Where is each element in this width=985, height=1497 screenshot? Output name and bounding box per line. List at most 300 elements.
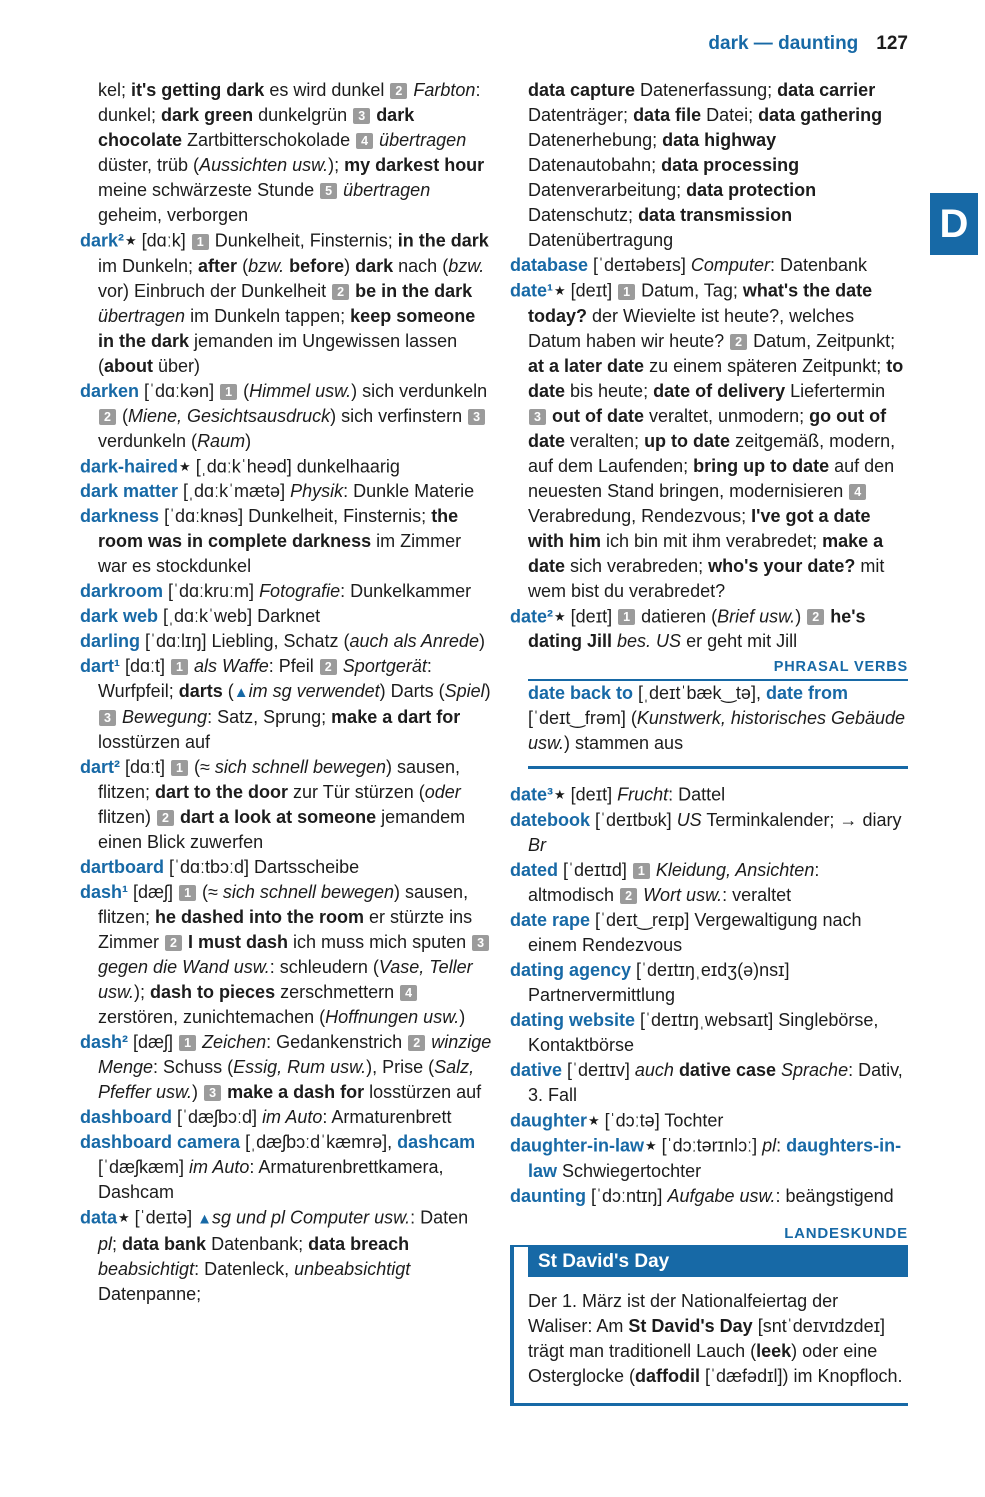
dictionary-entry: [80, 454, 492, 480]
headword: date back to: [528, 683, 634, 703]
text: : veraltet: [722, 884, 792, 905]
thumb-index-tab-d: D: [930, 193, 978, 255]
bold-phrase: bring up to date: [693, 455, 830, 476]
text: ) sich verdunkeln: [351, 380, 488, 401]
sense-number-badge: 2: [165, 935, 182, 951]
headword: dash¹: [80, 882, 129, 902]
text: [dæʃ]: [128, 882, 179, 902]
sense-number-badge: 1: [618, 284, 635, 300]
text: Datenträger;: [528, 105, 634, 125]
dictionary-entry: [528, 681, 908, 756]
sense-number-badge: 5: [320, 183, 337, 199]
dictionary-entry: [80, 379, 492, 454]
dictionary-entry: [510, 782, 908, 808]
text: Datenbank;: [206, 1233, 309, 1254]
sense-number-badge: 2: [620, 888, 637, 904]
headword: date²: [510, 606, 554, 626]
usage-label: US: [676, 809, 702, 830]
sense-number-badge: 3: [472, 935, 489, 951]
headword: dating website: [510, 1009, 636, 1030]
bold-phrase: he dashed into the room: [155, 907, 365, 927]
text: ): [484, 681, 491, 701]
usage-label: Physik: [290, 481, 344, 501]
usage-label: Farbton: [413, 80, 476, 100]
text: [ˈdɔːntɪŋ]: [585, 1185, 668, 1206]
headword: dashboard camera: [80, 1132, 241, 1152]
text: ) oder eine Osterglocke (: [528, 1340, 878, 1386]
text: flitzen): [98, 807, 157, 827]
text: mit wem bist du verabredet?: [528, 555, 885, 601]
bold-phrase: be in the dark: [355, 280, 473, 301]
usage-label: im Auto: [189, 1157, 250, 1177]
text: );: [328, 155, 345, 175]
phrasal-verbs-label: PHRASAL VERBS: [528, 657, 908, 681]
headword: daughters-in-law: [528, 1135, 902, 1181]
right-column: [510, 78, 908, 1406]
text: [ˈdeɪt‿frəm] (: [528, 708, 637, 728]
sense-number-badge: 2: [390, 83, 407, 99]
text: [ˌdɑːkˈheəd] dunkelhaarig: [190, 456, 400, 476]
text: ) Darts (: [379, 681, 445, 701]
bold-phrase: my darkest hour: [344, 155, 485, 175]
text: [ˈdæʃkæm]: [98, 1157, 190, 1177]
text: [ˌdɑːkˈmætə]: [178, 481, 291, 501]
sense-number-badge: 3: [204, 1085, 221, 1101]
dictionary-entry: [80, 880, 492, 1030]
usage-label: sich schnell bewegen: [222, 882, 395, 902]
dictionary-entry: [510, 1184, 908, 1209]
text: : Armaturenbrettkamera, Dashcam: [98, 1157, 444, 1202]
usage-label: Kleidung, Ansichten: [655, 859, 815, 880]
headword: date¹: [510, 280, 554, 301]
text: : Wurfpfeil;: [98, 656, 432, 701]
dictionary-entry: [510, 1058, 908, 1108]
usage-label: Essig, Rum usw.: [233, 1057, 367, 1077]
dictionary-entry: [80, 604, 492, 629]
text: [dɑːk]: [136, 230, 191, 251]
text: [deɪt]: [565, 280, 618, 301]
text: : Satz, Sprung;: [207, 707, 332, 727]
sense-number-badge: 3: [529, 409, 546, 425]
text: nach (: [393, 255, 449, 276]
text: ), Prise (: [366, 1057, 435, 1077]
text: zur Tür stürzen (: [288, 782, 425, 802]
text: jemandem einen Blick zuwerfen: [98, 807, 466, 852]
bold-phrase: data capture: [528, 80, 636, 100]
usage-label: beabsichtigt: [98, 1258, 195, 1279]
headword: darken: [80, 380, 140, 401]
headword: dartboard: [80, 857, 165, 877]
usage-label: übertragen: [98, 305, 186, 326]
sense-number-badge: 1: [192, 234, 209, 250]
text: Dunkelheit, Finsternis;: [209, 230, 398, 251]
text: verdunkeln (: [98, 430, 198, 451]
text: : Dunkelkammer: [340, 581, 472, 601]
text: [ˌdæʃbɔːdˈkæmrə],: [240, 1132, 398, 1152]
bold-phrase: data highway: [662, 130, 777, 150]
caution-triangle-icon: ▲: [233, 684, 249, 701]
bold-phrase: data processing: [661, 155, 800, 175]
bold-phrase: data breach: [308, 1233, 410, 1254]
sense-number-badge: 2: [730, 334, 747, 350]
key-word-star-icon: ★: [179, 458, 191, 474]
text: ) sausen, flitzen;: [98, 882, 469, 927]
text: ) sausen, flitzen;: [98, 757, 461, 802]
bold-phrase: he's dating Jill: [528, 606, 866, 651]
usage-label: Salz, Pfeffer usw.: [98, 1057, 475, 1102]
text: Zartbitterschokolade: [182, 130, 356, 150]
text: [dɑːt]: [120, 757, 171, 777]
usage-label: übertragen: [379, 130, 467, 150]
page-number: 127: [876, 33, 908, 54]
sense-number-badge: 2: [332, 284, 349, 300]
bold-phrase: data transmission: [638, 205, 793, 225]
text: : Dattel: [668, 784, 726, 805]
usage-label: Wort usw.: [643, 884, 723, 905]
text: ) stammen aus: [564, 733, 684, 753]
headword: dart²: [80, 757, 120, 777]
dictionary-entry: [80, 855, 492, 880]
bold-phrase: go out of date: [528, 405, 887, 451]
key-word-star-icon: ★: [125, 233, 137, 248]
sense-number-badge: 1: [220, 384, 237, 400]
usage-label: pl: [762, 1135, 777, 1156]
sense-number-badge: 4: [356, 133, 373, 149]
usage-label: gegen die Wand usw.: [98, 957, 270, 977]
text: Datenerhebung;: [528, 130, 663, 150]
usage-label: bzw.: [448, 255, 485, 276]
text: datieren (: [636, 606, 718, 626]
usage-label: Sprache: [781, 1059, 849, 1080]
usage-label: Miene, Gesichtsausdruck: [128, 405, 331, 426]
text: : Pfeil: [268, 656, 319, 676]
bold-phrase: data carrier: [777, 80, 876, 100]
bold-phrase: St David's Day: [628, 1315, 753, 1336]
bold-phrase: daffodil: [635, 1365, 701, 1386]
dictionary-entry: [510, 604, 908, 655]
dictionary-entry: [80, 579, 492, 604]
guide-words: dark — daunting: [708, 33, 859, 54]
key-word-star-icon: ★: [554, 608, 566, 624]
bold-phrase: dark green: [161, 105, 254, 125]
bold-phrase: after: [198, 255, 238, 276]
text: [sntˈdeɪvɪdzdeɪ] trägt man traditionell Lauch (: [528, 1315, 885, 1361]
text: : Dativ, 3. Fall: [528, 1059, 903, 1105]
headword: daughter: [510, 1110, 588, 1130]
text: [deɪt]: [565, 606, 618, 626]
bold-phrase: it's getting dark: [131, 80, 265, 100]
text: geheim, verborgen: [98, 205, 249, 225]
text: zeitgemäß, modern, auf dem Laufenden;: [528, 430, 896, 476]
usage-label: als Waffe: [194, 656, 269, 676]
sense-number-badge: 2: [807, 609, 824, 625]
bold-phrase: dart to the door: [155, 782, 289, 802]
sense-number-badge: 1: [171, 659, 188, 675]
dictionary-entry: [80, 1030, 492, 1105]
text: [ˈdæfədɪl]) im Knopfloch.: [700, 1365, 903, 1386]
caution-triangle-icon: ▲: [197, 1210, 212, 1228]
headword: darling: [80, 631, 141, 651]
text: Terminkalender; → diary: [701, 809, 902, 830]
usage-label: Aufgabe usw.: [667, 1185, 776, 1206]
dictionary-entry: [510, 1008, 908, 1058]
text: ;: [112, 1233, 123, 1254]
usage-label: oder: [424, 782, 461, 802]
text: ): [192, 1082, 204, 1102]
text: : Armaturenbrett: [322, 1107, 452, 1127]
bold-phrase: what's the date today?: [528, 280, 873, 326]
text: [ˈdɑːtbɔːd] Dartsscheibe: [164, 857, 360, 877]
bold-phrase: darts: [178, 681, 223, 701]
text: (: [222, 681, 234, 701]
bold-phrase: to date: [528, 355, 904, 401]
text: Datenerfassung;: [635, 80, 778, 100]
usage-label: bzw.: [248, 255, 285, 276]
text: [ˈdeɪtɪŋˌwebsaɪt] Singlebörse, Kontaktbörse: [528, 1009, 879, 1055]
usage-label: Computer: [690, 255, 770, 275]
text: ) sich verfinstern: [330, 405, 468, 426]
text: ): [459, 1007, 466, 1027]
usage-label: Raum: [197, 430, 246, 451]
text: [ˈdɑːkən]: [139, 380, 220, 401]
bold-phrase: data protection: [686, 180, 817, 200]
text: zu einem späteren Zeitpunkt;: [644, 355, 887, 376]
usage-label: Spiel: [444, 681, 485, 701]
sense-number-badge: 3: [353, 108, 370, 124]
bold-phrase: make a date: [528, 530, 884, 576]
text: er geht mit Jill: [681, 631, 798, 651]
text: jemanden im Ungewissen lassen (: [98, 330, 458, 376]
sense-number-badge: 2: [408, 1035, 425, 1051]
dictionary-entry: [510, 858, 908, 908]
sense-number-badge: 2: [99, 409, 116, 425]
text: : Datenbank: [769, 255, 868, 275]
phrasal-verbs-end-rule: [528, 766, 908, 769]
key-word-star-icon: ★: [645, 1138, 657, 1153]
text: [ˈdeɪtɪŋˌeɪdʒ(ə)nsɪ] Partnervermittlung: [528, 959, 790, 1005]
usage-label: im Auto: [262, 1107, 323, 1127]
bold-phrase: out of date: [552, 405, 645, 426]
text: Datenübertragung: [528, 230, 674, 250]
key-word-star-icon: ★: [588, 1112, 600, 1128]
text: Datei;: [701, 105, 759, 125]
text: : Schuss (: [153, 1057, 234, 1077]
text: veraltet, unmodern;: [644, 405, 810, 426]
headword: dart¹: [80, 656, 120, 676]
dictionary-entry: [510, 958, 908, 1008]
usage-label: übertragen: [343, 180, 431, 200]
usage-label: Aussichten usw.: [199, 155, 329, 175]
headword: date from: [765, 683, 848, 703]
bold-phrase: I've got a date with him: [528, 505, 871, 551]
text: [ˈdeɪtbʊk]: [590, 809, 677, 830]
dictionary-entry: [80, 1130, 492, 1205]
entry-continuation: [510, 78, 908, 253]
headword: darkness: [80, 506, 160, 526]
text: auf den neuesten Stand bringen, modernisieren: [528, 455, 895, 501]
text: zerstören, zunichtemachen (: [98, 1007, 326, 1027]
headword: dative: [510, 1059, 563, 1080]
text: vor) Einbruch der Dunkelheit: [98, 280, 332, 301]
text: zerschmettern: [275, 982, 400, 1002]
text: [ˈdeɪtɪv]: [562, 1059, 635, 1080]
bold-phrase: at a later date: [528, 355, 645, 376]
bold-phrase: make a dash for: [227, 1082, 365, 1102]
usage-label: auch: [634, 1059, 674, 1080]
text: (: [237, 255, 249, 276]
text: : Datenleck,: [194, 1258, 295, 1279]
sense-number-badge: 1: [171, 760, 188, 776]
text: (≈: [189, 757, 215, 777]
headword: daughter-in-law: [510, 1135, 644, 1156]
text: Datum, Zeitpunkt;: [748, 330, 896, 351]
dictionary-entry: [80, 479, 492, 504]
text: im Dunkeln;: [98, 255, 199, 276]
culture-box: [510, 1247, 908, 1406]
text: :: [776, 1135, 787, 1156]
headword: database: [510, 255, 589, 275]
bold-phrase: up to date: [644, 430, 731, 451]
sense-number-badge: 1: [633, 863, 650, 879]
page-header: [80, 31, 908, 56]
text: [ˈdeɪt‿reɪp] Vergewaltigung nach einem Rendezvous: [528, 909, 862, 955]
text: meine schwärzeste Stunde: [98, 180, 320, 200]
text: Datenschutz;: [528, 205, 639, 225]
usage-label: Brief usw.: [717, 606, 796, 626]
key-word-star-icon: ★: [554, 283, 566, 298]
bold-phrase: dark chocolate: [98, 105, 415, 150]
usage-label: im sg verwendet: [248, 681, 380, 701]
sense-number-badge: 1: [618, 609, 635, 625]
usage-label: Sportgerät: [342, 656, 427, 676]
text: : schleudern (: [269, 957, 379, 977]
usage-label: Himmel usw.: [249, 380, 352, 401]
text: Schwiegertochter: [557, 1160, 702, 1181]
text: ich bin mit ihm verabredet;: [601, 530, 823, 551]
bold-phrase: the room was in complete darkness: [98, 506, 459, 551]
text: Verabredung, Rendezvous;: [528, 505, 752, 526]
sense-number-badge: 4: [849, 484, 866, 500]
bold-phrase: make a dart for: [331, 707, 461, 727]
text: [ˌdeɪtˈbæk‿tə],: [633, 683, 766, 703]
bold-phrase: keep someone in the dark: [98, 305, 476, 351]
usage-label: bes. US: [617, 631, 682, 651]
headword: dating agency: [510, 959, 632, 980]
usage-label: pl: [98, 1233, 113, 1254]
bold-phrase: who's your date?: [708, 555, 856, 576]
text: dunkelgrün: [253, 105, 353, 125]
bold-phrase: dart a look at someone: [180, 807, 377, 827]
text: über): [153, 355, 201, 376]
text: : Dunkle Materie: [343, 481, 475, 501]
text: ): [344, 255, 356, 276]
text: [ˈdɑːkruːm]: [163, 581, 260, 601]
bold-phrase: about: [104, 355, 153, 376]
bold-phrase: dative case: [678, 1059, 777, 1080]
text: [ˈdɔːtərɪnlɔː]: [656, 1135, 763, 1156]
usage-label: Kunstwerk, historisches Gebäude usw.: [528, 708, 906, 753]
text: );: [134, 982, 151, 1002]
usage-label: Vase, Teller usw.: [98, 957, 473, 1002]
usage-label: Bewegung: [122, 707, 208, 727]
text: Datum, Tag;: [636, 280, 743, 301]
sense-number-badge: 3: [468, 409, 485, 425]
text: Liefertermin: [785, 380, 886, 401]
text: : dunkel;: [98, 80, 481, 125]
text: (: [117, 405, 128, 426]
usage-label: Hoffnungen usw.: [325, 1007, 460, 1027]
sense-number-badge: 1: [179, 885, 196, 901]
dictionary-entry: [80, 654, 492, 755]
dictionary-entry: [80, 1205, 492, 1307]
dictionary-entry: [510, 808, 908, 858]
text: (≈: [197, 882, 223, 902]
text: Datenautobahn;: [528, 155, 662, 175]
headword: darkroom: [80, 581, 164, 601]
text: losstürzen auf: [98, 732, 211, 752]
text: veralten;: [565, 430, 645, 451]
usage-label: Fotografie: [259, 581, 341, 601]
dictionary-entry: [80, 629, 492, 654]
landeskunde-label: LANDESKUNDE: [510, 1223, 908, 1247]
text: kel;: [98, 80, 132, 100]
bold-phrase: date of delivery: [653, 380, 786, 401]
text: [ˌdɑːkˈweb] Darknet: [158, 606, 321, 626]
text: [ˈdeɪtɪd]: [558, 859, 632, 880]
text: Datenpanne;: [98, 1283, 202, 1304]
bold-phrase: dash to pieces: [150, 982, 276, 1002]
bold-phrase: dark: [355, 255, 394, 276]
headword: date³: [510, 784, 554, 805]
dictionary-entry: [510, 908, 908, 958]
bold-phrase: data file: [633, 105, 702, 125]
text: im Dunkeln tappen;: [185, 305, 351, 326]
headword: dark-haired: [80, 456, 179, 476]
usage-label: Zeichen: [202, 1032, 267, 1052]
entry-continuation: [80, 78, 492, 228]
usage-label: auch als Anrede: [349, 631, 479, 651]
sense-number-badge: 3: [99, 710, 116, 726]
text: [dæʃ]: [128, 1032, 179, 1052]
text: [deɪt]: [565, 784, 618, 805]
headword: dark matter: [80, 481, 179, 501]
bold-phrase: before: [289, 255, 345, 276]
text: bis heute;: [565, 380, 654, 401]
dictionary-entry: [510, 1108, 908, 1134]
dictionary-entry: [80, 504, 492, 579]
text: ): [245, 430, 252, 451]
sense-number-badge: 2: [157, 810, 174, 826]
sense-number-badge: 1: [179, 1035, 196, 1051]
bold-phrase: data bank: [122, 1233, 207, 1254]
dictionary-entry: [80, 755, 492, 855]
headword: dash²: [80, 1032, 129, 1052]
dictionary-entry: [510, 278, 908, 604]
usage-label: winzige Menge: [98, 1032, 492, 1077]
text: ich muss mich sputen: [288, 932, 472, 952]
text: sich verabreden;: [565, 555, 709, 576]
bold-phrase: data gathering: [758, 105, 883, 125]
text: der Wievielte ist heute?, welches Datum haben wir heute?: [528, 305, 855, 351]
headword: dated: [510, 859, 559, 880]
usage-label: sich schnell bewegen: [214, 757, 387, 777]
usage-label: Frucht: [617, 784, 669, 805]
culture-box-body: [514, 1277, 908, 1389]
headword: daunting: [510, 1185, 586, 1206]
key-word-star-icon: ★: [118, 1210, 130, 1225]
text: düster, trüb (: [98, 155, 200, 175]
culture-box-title: St David's Day: [528, 1247, 908, 1277]
